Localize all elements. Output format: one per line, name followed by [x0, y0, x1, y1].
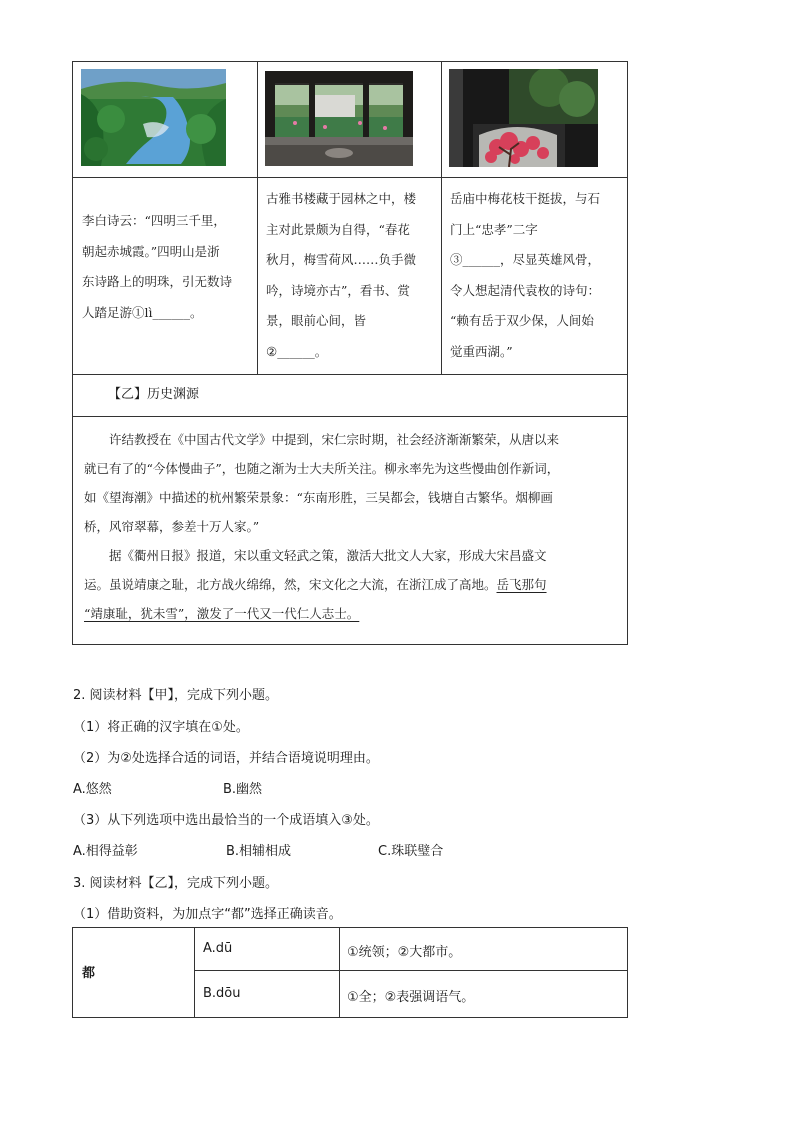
material-cell-2: [266, 184, 438, 367]
cell-3-line: 觉重西湖。”: [450, 343, 513, 359]
question-2-1: （1）将正确的汉字填在①处。: [73, 720, 249, 735]
question-2: 2. 阅读材料【甲】，完成下列小题。: [73, 688, 279, 703]
underlined-quote: “靖康耻，犹未雪”，激发了一代又一代仁人志士。: [84, 606, 360, 621]
section-yi-label: 【乙】历史渊源: [108, 387, 200, 402]
cell-2-line: 古雅书楼藏于园林之中，楼: [266, 191, 417, 206]
meaning-option-a: ①统领；②大都市。: [347, 945, 462, 960]
cell-3-line: 令人想起清代袁枚的诗句：: [450, 282, 601, 298]
question-3-1: （1）借助资料，为加点字“都”选择正确读音。: [73, 907, 342, 922]
material-table: [72, 61, 628, 645]
passage-line: 许结教授在《中国古代文学》中提到，宋仁宗时期，社会经济渐渐繁荣，从唐以来: [109, 432, 560, 447]
siming-mountain-photo: [81, 69, 226, 166]
material-cell-3: [450, 184, 625, 367]
passage-line: [84, 570, 614, 599]
underlined-quote: 岳飞那句: [496, 577, 547, 592]
question-2-3: （3）从下列选项中选出最恰当的一个成语填入③处。: [73, 813, 379, 828]
cell-2-line: 秋月，梅雪荷风……负手微: [266, 252, 417, 267]
pinyin-option-a: A.dū: [203, 941, 233, 956]
yue-temple-plum-photo: [449, 69, 598, 167]
garden-pavilion-photo: [265, 71, 413, 166]
option-2-3-b: B.相辅相成: [226, 844, 292, 859]
option-2-3-a: A.相得益彰: [73, 844, 138, 859]
option-2-3-c: C.珠联璧合: [378, 844, 444, 859]
option-2-2-b: B.幽然: [223, 782, 263, 797]
cell-1-line: 东诗路上的明珠，引无数诗: [82, 274, 233, 289]
cell-3-line: 岳庙中梅花枝干挺拔，与石: [450, 191, 601, 206]
passage-line: 据《衢州日报》报道，宋以重文轻武之策，激活大批文人大家，形成大宋昌盛文: [109, 548, 547, 563]
cell-1-line: 人踏足游①lì______。: [82, 304, 203, 320]
history-passage: [84, 425, 614, 628]
cell-2-line: 景，眼前心间，皆: [266, 313, 367, 328]
passage-line: [84, 599, 614, 628]
pinyin-option-b: B.dōu: [203, 986, 241, 1001]
dotted-character: 都: [82, 966, 96, 981]
cell-2-line: 吟，诗境亦古”，看书、赏: [266, 282, 410, 298]
cell-2-line: ②______。: [266, 343, 328, 359]
meaning-option-b: ①全；②表强调语气。: [347, 990, 475, 1005]
cell-3-line: “赖有岳于双少保，人间始: [450, 313, 594, 328]
option-2-2-a: A.悠然: [73, 782, 112, 797]
passage-line: 桥，风帘翠幕，参差十万人家。”: [84, 519, 260, 534]
cell-1-line: 朝起赤城霞。”四明山是浙: [82, 243, 220, 259]
question-3: 3. 阅读材料【乙】，完成下列小题。: [73, 876, 279, 891]
cell-3-line: 门上“忠孝”二字: [450, 221, 538, 237]
pronunciation-table: [72, 927, 628, 1018]
passage-line: 就已有了的“今体慢曲子”，也随之渐为士大夫所关注。柳永率先为这些慢曲创作新词，: [84, 461, 560, 476]
cell-3-line: ③______，尽显英雄风骨，: [450, 252, 601, 267]
question-2-2: （2）为②处选择合适的词语，并结合语境说明理由。: [73, 751, 379, 766]
material-cell-1: [82, 206, 254, 328]
passage-text: 运。虽说靖康之耻，北方战火绵绵，然，宋文化之大流，在浙江成了高地。: [84, 577, 497, 592]
cell-1-line: 李白诗云：“四明三千里，: [82, 213, 226, 228]
cell-2-line: 主对此景颇为自得，“春花: [266, 221, 410, 237]
passage-line: 如《望海潮》中描述的杭州繁荣景象：“东南形胜，三吴都会，钱塘自古繁华。烟柳画: [84, 490, 553, 505]
